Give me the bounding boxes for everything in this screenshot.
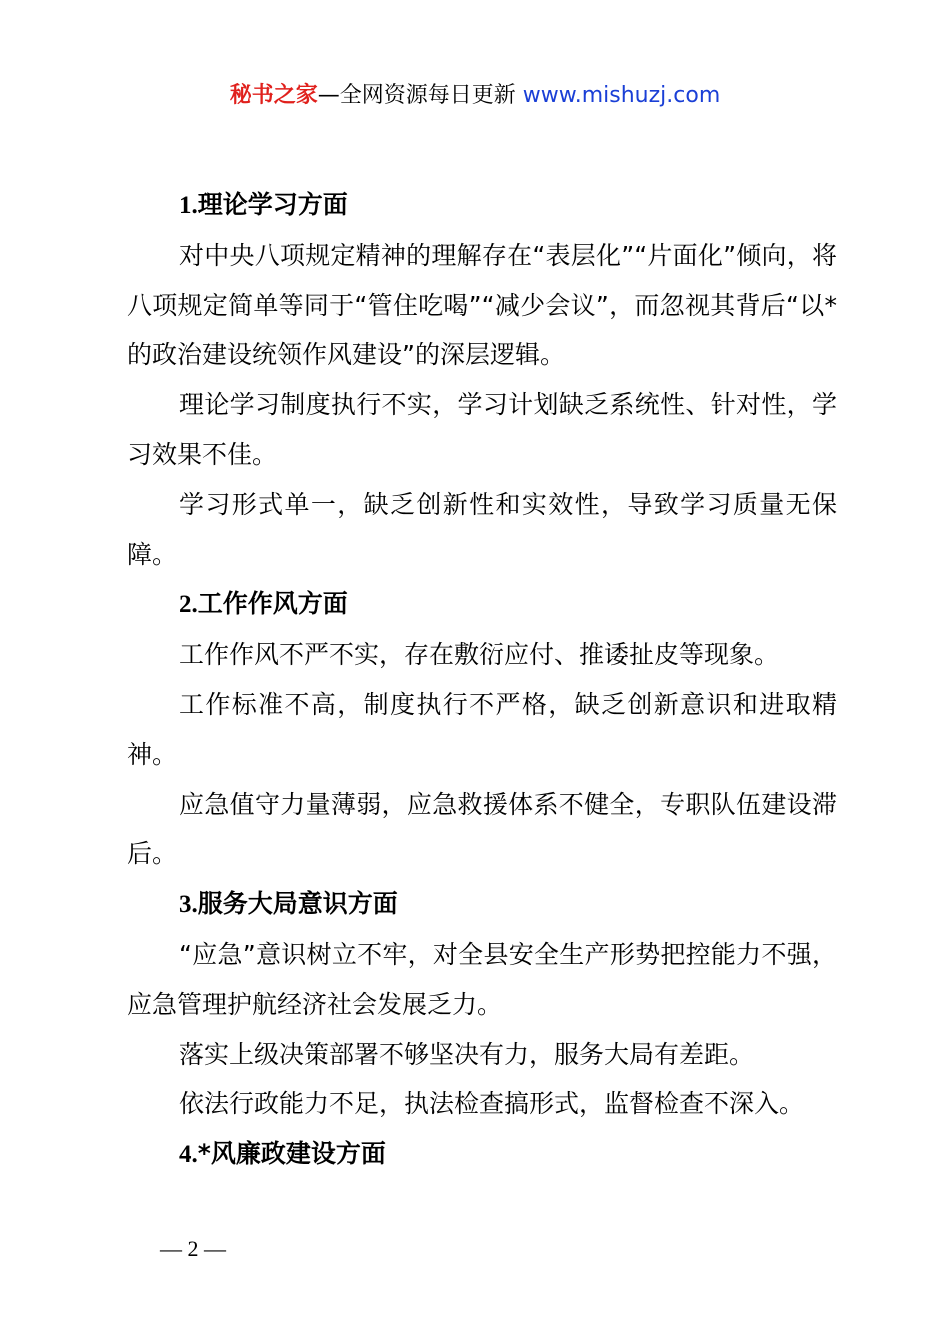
- paragraph: 学习形式单一，缺乏创新性和实效性，导致学习质量无保障。: [127, 489, 837, 569]
- page-number: — 2 —: [160, 1236, 226, 1261]
- site-brand: 秘书之家: [229, 83, 318, 108]
- section-number: 3.: [179, 891, 198, 919]
- section-heading: [127, 180, 837, 231]
- section-title: 服务大局意识方面: [197, 889, 398, 919]
- site-url-link[interactable]: www.mishuzj.com: [522, 83, 721, 108]
- document-body: [127, 180, 837, 1180]
- paragraph: 对中央八项规定精神的理解存在“表层化”“片面化”倾向，将八项规定简单等同于“管住吃喝”“减少会议”，而忽视其背后“以*的政治建设统领作风建设”的深层逻辑。: [127, 240, 837, 370]
- paragraph: 应急值守力量薄弱，应急救援体系不健全，专职队伍建设滞后。: [127, 789, 837, 869]
- section-number: 4.: [179, 1141, 198, 1169]
- section-heading: [127, 579, 837, 630]
- paragraph: 落实上级决策部署不够坚决有力，服务大局有差距。: [179, 1039, 755, 1069]
- section-title: *风廉政建设方面: [197, 1139, 386, 1169]
- paragraph: 理论学习制度执行不实，学习计划缺乏系统性、针对性，学习效果不佳。: [127, 390, 837, 469]
- section-number: 1.: [179, 192, 198, 219]
- paragraph: 工作作风不严不实，存在敷衍应付、推诿扯皮等现象。: [179, 640, 780, 670]
- paragraph: “应急”意识树立不牢，对全县安全生产形势把控能力不强，应急管理护航经济社会发展乏力。: [127, 939, 837, 1019]
- section-title: 理论学习方面: [197, 190, 348, 219]
- section-title: 工作作风方面: [197, 589, 348, 619]
- site-header: [0, 76, 950, 116]
- paragraph: 依法行政能力不足，执法检查搞形式，监督检查不深入。: [179, 1089, 805, 1119]
- section-heading: [127, 879, 837, 930]
- section-number: 2.: [179, 591, 198, 619]
- section-heading: [127, 1129, 837, 1180]
- site-slogan: —全网资源每日更新: [317, 83, 516, 108]
- paragraph: 工作标准不高，制度执行不严格，缺乏创新意识和进取精神。: [127, 689, 837, 769]
